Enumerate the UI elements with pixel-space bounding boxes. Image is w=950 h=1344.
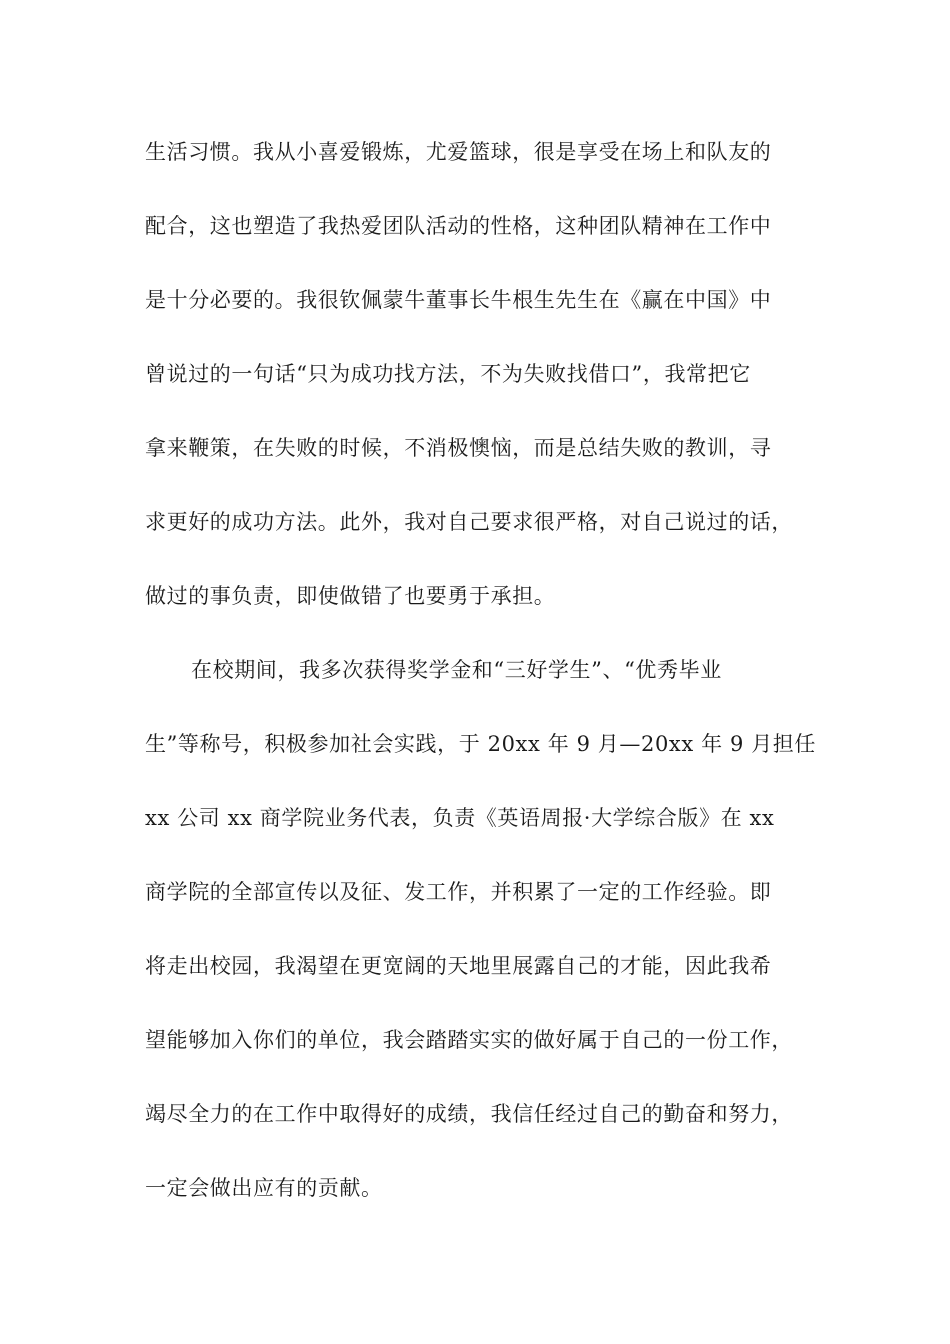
text-line: 一定会做出应有的贡献。 [145,1176,383,1200]
text-line: 做过的事负责，即使做错了也要勇于承担。 [145,584,556,608]
text-line: xx 公司 xx 商学院业务代表，负责《英语周报·大学综合版》在 xx [145,806,775,830]
text-line: 是十分必要的。我很钦佩蒙牛董事长牛根生先生在《赢在中国》中 [145,288,772,312]
text-line: 竭尽全力的在工作中取得好的成绩，我信任经过自己的勤奋和努力， [145,1102,793,1126]
text-line: 拿来鞭策，在失败的时候，不消极懊恼，而是总结失败的教训，寻 [145,436,772,460]
text-line: 生活习惯。我从小喜爱锻炼，尤爱篮球，很是享受在场上和队友的 [145,140,772,164]
text-line: 生”等称号，积极参加社会实践，于 20xx 年 9 月—20xx 年 9 月担任 [145,732,816,756]
text-line: 配合，这也塑造了我热爱团队活动的性格，这种团队精神在工作中 [145,214,772,238]
text-line: 曾说过的一句话“只为成功找方法，不为失败找借口”，我常把它 [145,362,751,386]
text-line: 商学院的全部宣传以及征、发工作，并积累了一定的工作经验。即 [145,880,772,904]
text-line: 将走出校园，我渴望在更宽阔的天地里展露自己的才能，因此我希 [145,954,772,978]
text-line: 求更好的成功方法。此外，我对自己要求很严格，对自己说过的话， [145,510,793,534]
text-line: 望能够加入你们的单位，我会踏踏实实的做好属于自己的一份工作， [145,1028,793,1052]
body-text [145,128,835,1238]
paragraph-start-line: 在校期间，我多次获得奖学金和“三好学生”、“优秀毕业 [191,658,722,682]
